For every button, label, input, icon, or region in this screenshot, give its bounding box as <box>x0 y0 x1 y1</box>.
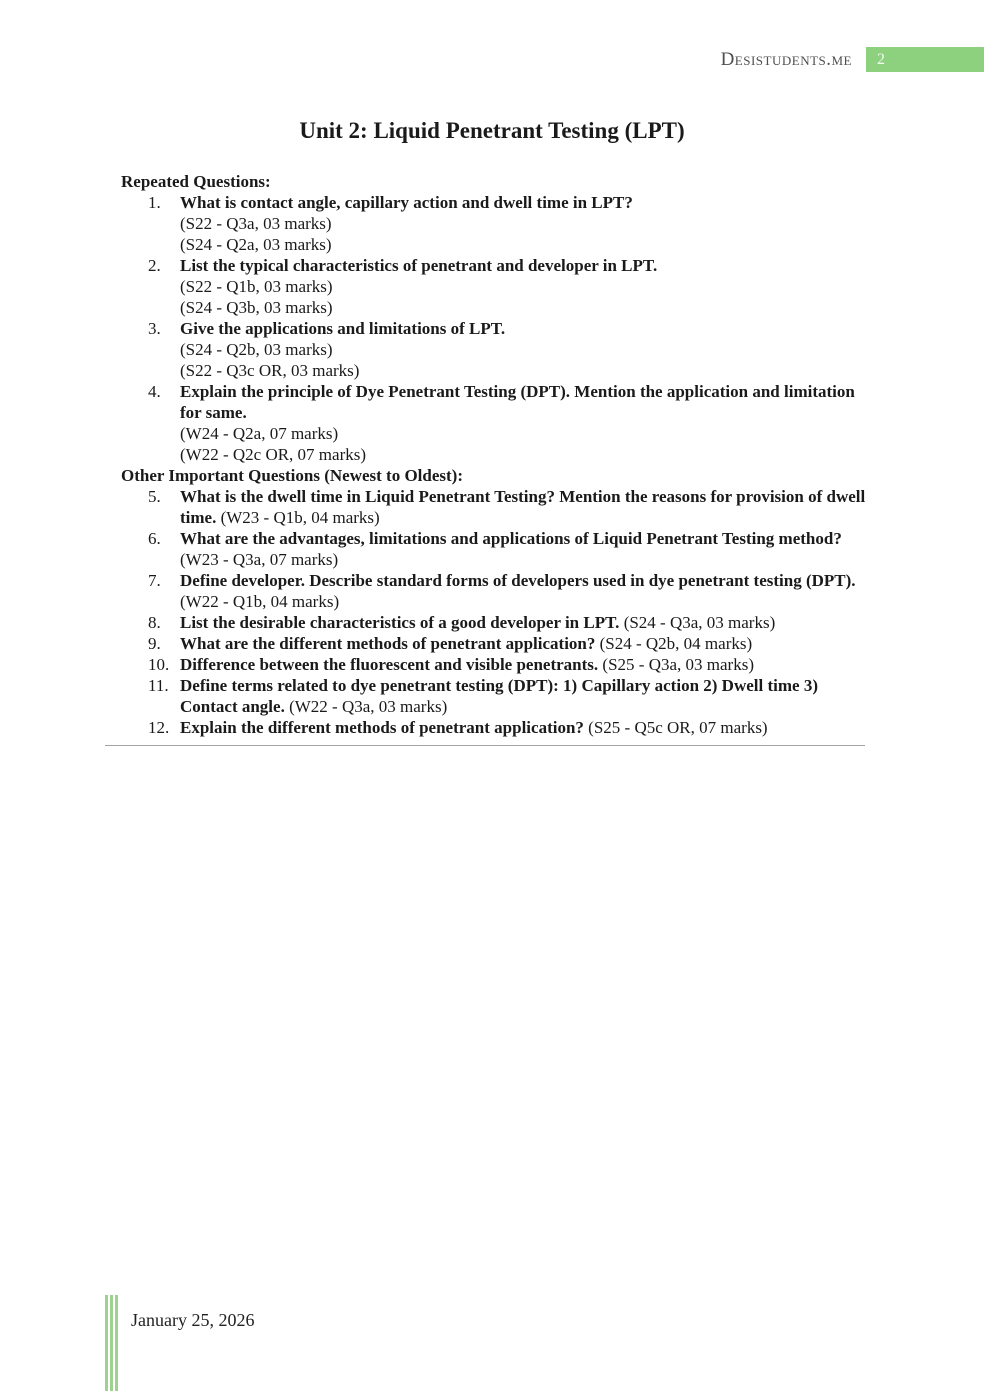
question-text: Give the applications and limitations of LPT. <box>180 319 506 338</box>
marks-text: (S24 - Q3b, 03 marks) <box>180 298 333 317</box>
marks-text: (W22 - Q2c OR, 07 marks) <box>180 445 367 464</box>
question-item <box>121 675 867 717</box>
marks-text: (S25 - Q3a, 03 marks) <box>602 655 754 674</box>
question-list <box>121 171 867 738</box>
question-text: Difference between the fluorescent and visible penetrants. <box>180 655 599 674</box>
question-number: 10. <box>148 655 170 674</box>
question-item <box>121 381 867 465</box>
question-text: Define terms related to dye penetrant testing (DPT): 1) Capillary action 2) Dwell time 3) Contact angle. <box>180 676 818 716</box>
question-item <box>121 633 867 654</box>
question-number: 3. <box>148 319 161 338</box>
question-item <box>121 318 867 381</box>
footer-date: January 25, 2026 <box>131 1310 255 1330</box>
page-title: Unit 2: Liquid Penetrant Testing (LPT) <box>299 118 685 143</box>
question-text: Define developer. Describe standard forms of developers used in dye penetrant testing (DPT). <box>180 571 856 590</box>
marks-text: (S24 - Q2a, 03 marks) <box>180 235 332 254</box>
question-text: List the typical characteristics of penetrant and developer in LPT. <box>180 256 658 275</box>
site-name: Desistudents.me <box>720 48 852 70</box>
footer-accent-line <box>110 1295 113 1391</box>
question-text: Explain the different methods of penetrant application? <box>180 718 584 737</box>
question-number: 11. <box>148 676 169 695</box>
marks-text: (S22 - Q3c OR, 03 marks) <box>180 361 360 380</box>
marks-text: (S24 - Q2b, 03 marks) <box>180 340 333 359</box>
question-text: What are the different methods of penetrant application? <box>180 634 596 653</box>
marks-text: (W23 - Q3a, 07 marks) <box>180 550 339 569</box>
footer-accent-line <box>115 1295 118 1391</box>
question-number: 9. <box>148 634 161 653</box>
question-text: What is contact angle, capillary action and dwell time in LPT? <box>180 193 633 212</box>
question-text: List the desirable characteristics of a good developer in LPT. <box>180 613 620 632</box>
footer-accent-lines <box>105 1295 120 1391</box>
question-text: What are the advantages, limitations and applications of Liquid Penetrant Testing method? <box>180 529 842 548</box>
question-number: 12. <box>148 718 170 737</box>
marks-text: (W23 - Q1b, 04 marks) <box>220 508 380 527</box>
marks-text: (S22 - Q3a, 03 marks) <box>180 214 332 233</box>
question-item <box>121 570 867 612</box>
question-item <box>121 192 867 255</box>
marks-text: (S24 - Q3a, 03 marks) <box>623 613 776 632</box>
question-number: 2. <box>148 256 161 275</box>
marks-text: (S22 - Q1b, 03 marks) <box>180 277 333 296</box>
question-text: Explain the principle of Dye Penetrant Testing (DPT). Mention the application and limitation for same. <box>180 382 855 422</box>
marks-text: (W24 - Q2a, 07 marks) <box>180 424 339 443</box>
section-heading-repeated: Repeated Questions: <box>121 172 271 191</box>
question-item <box>121 717 867 738</box>
question-item <box>121 486 867 528</box>
marks-text: (W22 - Q1b, 04 marks) <box>180 592 340 611</box>
marks-text: (W22 - Q3a, 03 marks) <box>289 697 448 716</box>
section-heading-other: Other Important Questions (Newest to Oldest): <box>121 466 464 485</box>
marks-text: (S24 - Q2b, 04 marks) <box>599 634 753 653</box>
question-number: 6. <box>148 529 161 548</box>
question-item <box>121 654 867 675</box>
question-item <box>121 255 867 318</box>
question-number: 1. <box>148 193 161 212</box>
footer-accent-line <box>105 1295 108 1391</box>
page-number: 2 <box>877 50 885 68</box>
question-item <box>121 612 867 633</box>
question-number: 4. <box>148 382 161 401</box>
section-divider <box>105 745 865 746</box>
question-number: 7. <box>148 571 161 590</box>
question-item <box>121 528 867 570</box>
question-number: 8. <box>148 613 161 632</box>
page-header <box>721 47 984 72</box>
marks-text: (S25 - Q5c OR, 07 marks) <box>588 718 768 737</box>
page-number-badge <box>866 47 984 72</box>
question-number: 5. <box>148 487 161 506</box>
question-text: What is the dwell time in Liquid Penetrant Testing? Mention the reasons for provision of dwell time. <box>180 487 866 527</box>
